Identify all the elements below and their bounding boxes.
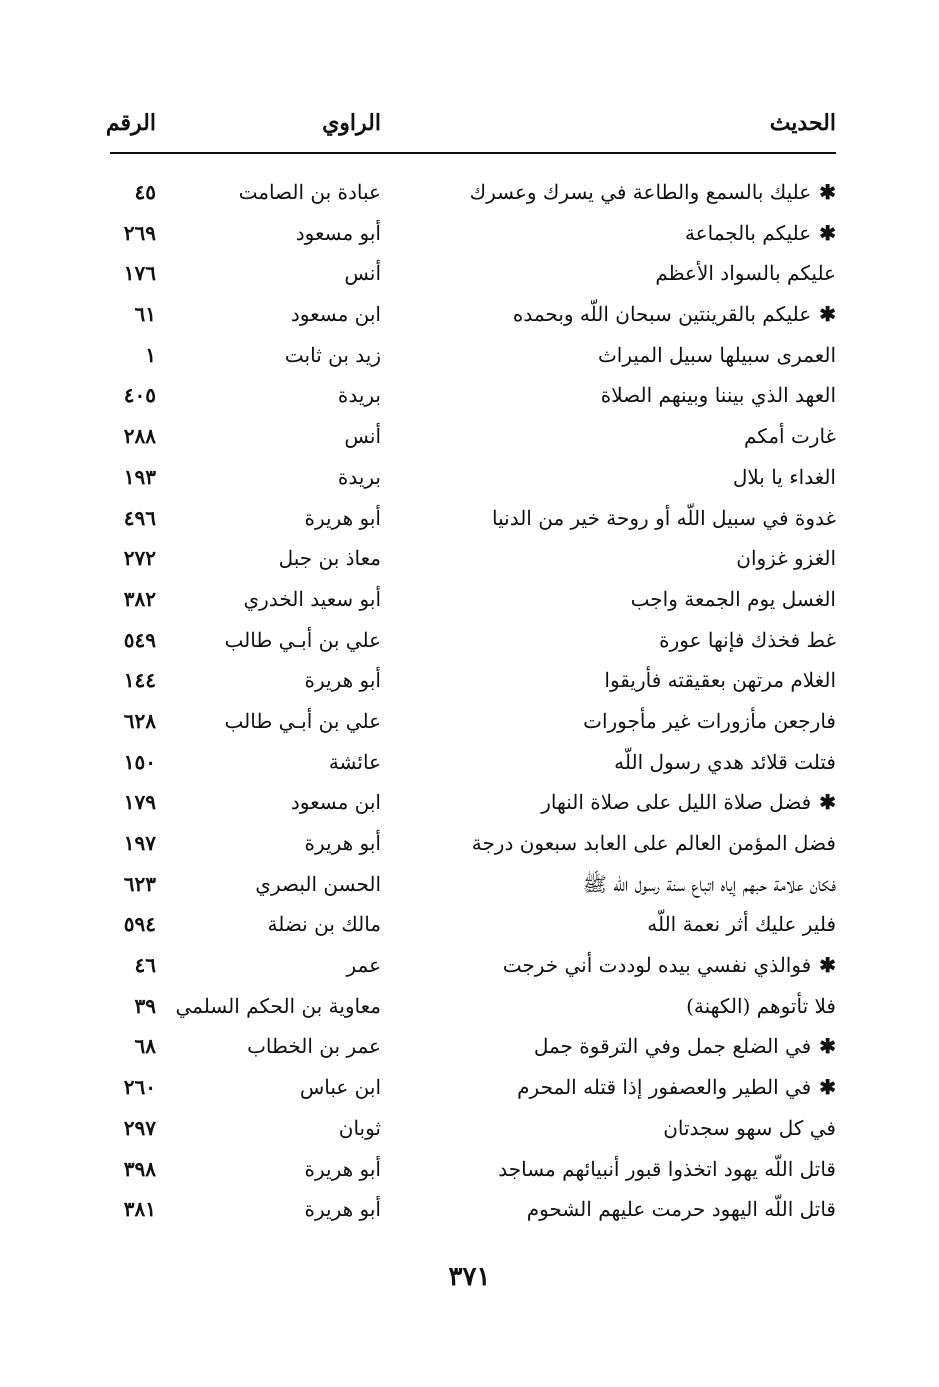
table-row — [110, 908, 836, 949]
hadith-text — [663, 1116, 836, 1140]
hadith-number: ١٩٣ — [123, 464, 156, 489]
hadith-text — [513, 302, 836, 326]
narrator-name: عمر — [346, 953, 381, 978]
table-row — [110, 1071, 836, 1112]
hadith-label: الغزو غزوان — [736, 546, 836, 571]
hadith-text — [647, 912, 836, 936]
table-row — [110, 217, 836, 258]
hadith-number: ١ — [145, 342, 156, 367]
hadith-label: عليك بالسمع والطاعة في يسرك وعسرك — [469, 180, 812, 204]
hadith-label: عليكم بالجماعة — [684, 220, 812, 245]
hadith-number: ٢٦٩ — [123, 220, 156, 245]
hadith-label: العمرى سبيلها سبيل الميراث — [597, 342, 836, 367]
hadith-text — [659, 628, 836, 652]
hadith-number: ٣٩٨ — [123, 1156, 156, 1181]
narrator-column-header: الراوي — [322, 110, 381, 136]
hadith-number: ٢٦٠ — [123, 1075, 156, 1100]
table-row — [110, 827, 836, 868]
hadith-text — [601, 383, 836, 407]
narrator-name: أبو هريرة — [304, 668, 381, 693]
hadith-label: الغسل يوم الجمعة واجب — [630, 586, 836, 611]
hadith-text — [527, 1197, 836, 1221]
narrator-name: بريدة — [337, 383, 381, 408]
hadith-number: ١٧٩ — [123, 790, 156, 815]
narrator-name: أبو هريرة — [304, 1197, 381, 1222]
hadith-number: ١٥٠ — [123, 749, 156, 774]
narrator-name: أبو هريرة — [304, 505, 381, 530]
hadith-label: فلير عليك أثر نعمة اللّه — [647, 912, 836, 937]
table-row — [110, 176, 836, 217]
table-row — [110, 257, 836, 298]
table-row — [110, 949, 836, 990]
hadith-label: فوالذي نفسي بيده لوددت أني خرجت — [502, 953, 812, 978]
hadith-text — [598, 343, 836, 367]
page-number: ٣٧١ — [448, 1262, 491, 1292]
hadith-number: ٣٨١ — [123, 1197, 156, 1222]
table-row — [110, 339, 836, 380]
hadith-number: ٦٢٨ — [123, 708, 156, 733]
hadith-label: عليكم بالسواد الأعظم — [655, 261, 836, 286]
hadith-text — [498, 1157, 836, 1181]
number-column-header: الرقم — [105, 110, 156, 136]
hadith-number: ٣٩ — [134, 993, 156, 1018]
table-row — [110, 786, 836, 827]
asterisk-icon: ✱ — [819, 790, 836, 815]
narrator-name: علي بن أبـي طالب — [224, 708, 381, 733]
narrator-name: زيد بن ثابت — [284, 342, 381, 367]
hadith-label: غدوة في سبيل اللّه أو روحة خير من الدنيا — [492, 505, 836, 530]
hadith-label: عليكم بالقرينتين سبحان اللّه وبحمده — [512, 302, 812, 327]
narrator-name: عائشة — [328, 749, 381, 774]
narrator-name: أبو هريرة — [304, 831, 381, 855]
narrator-name: عمر بن الخطاب — [247, 1034, 381, 1059]
hadith-text — [744, 424, 836, 448]
asterisk-icon: ✱ — [819, 220, 836, 245]
hadith-number: ٥٩٤ — [123, 912, 156, 937]
hadith-label: قاتل اللّه اليهود حرمت عليهم الشحوم — [526, 1197, 836, 1222]
asterisk-icon: ✱ — [819, 1034, 836, 1059]
table-row — [110, 379, 836, 420]
narrator-name: أبو مسعود — [295, 220, 381, 245]
table-row — [110, 746, 836, 787]
hadith-label: فضل المؤمن العالم على العابد سبعون درجة — [471, 831, 836, 855]
table-row — [110, 420, 836, 461]
table-header — [105, 110, 836, 150]
asterisk-icon: ✱ — [819, 302, 836, 327]
table-row — [110, 624, 836, 665]
table-row — [110, 664, 836, 705]
hadith-label: فلا تأتوهم (الكهنة) — [686, 993, 836, 1018]
hadith-text — [492, 506, 836, 530]
hadith-number: ٦٢٣ — [123, 871, 156, 896]
narrator-name: معاوية بن الحكم السلمي — [175, 993, 381, 1018]
hadith-number: ١٩٧ — [123, 831, 156, 855]
hadith-label: في الضلع جمل وفي الترقوة جمل — [533, 1034, 812, 1059]
hadith-text — [503, 953, 836, 977]
table-row — [110, 1193, 836, 1234]
hadith-text — [534, 1034, 836, 1058]
narrator-name: ابن مسعود — [290, 790, 381, 815]
hadith-index-list — [110, 176, 836, 1234]
hadith-column-header: الحديث — [769, 110, 836, 136]
table-row — [110, 868, 836, 909]
hadith-number: ٤٦ — [134, 953, 156, 978]
hadith-text — [517, 1075, 836, 1099]
hadith-label: فضل صلاة الليل على صلاة النهار — [541, 790, 812, 815]
hadith-label: في الطير والعصفور إذا قتله المحرم — [517, 1075, 812, 1100]
table-row — [110, 298, 836, 339]
narrator-name: مالك بن نضلة — [267, 912, 381, 937]
narrator-name: الحسن البصري — [255, 871, 381, 896]
narrator-name: أبو هريرة — [304, 1156, 381, 1181]
hadith-label: في كل سهو سجدتان — [663, 1115, 836, 1140]
hadith-text — [604, 668, 836, 692]
hadith-text — [655, 261, 836, 285]
hadith-number: ٢٨٨ — [123, 424, 156, 449]
asterisk-icon: ✱ — [819, 953, 836, 978]
narrator-name: أبو سعيد الخدري — [243, 586, 381, 611]
hadith-number: ٦٨ — [134, 1034, 156, 1059]
table-row — [110, 1153, 836, 1194]
hadith-label: الغداء يا بلال — [732, 464, 836, 489]
table-row — [110, 542, 836, 583]
hadith-label: الغلام مرتهن بعقيقته فأريقوا — [604, 668, 836, 693]
hadith-label: قاتل اللّه يهود اتخذوا قبور أنبيائهم مساجد — [498, 1156, 836, 1181]
hadith-text — [472, 831, 836, 855]
narrator-name: ابن عباس — [299, 1075, 381, 1100]
asterisk-icon: ✱ — [819, 1075, 836, 1100]
narrator-name: معاذ بن جبل — [278, 546, 381, 571]
narrator-name: بريدة — [337, 464, 381, 489]
hadith-label: فكان علامة حبهم إياه اتباع سنة رسول اللّه ﷺ — [582, 871, 836, 896]
table-row — [110, 461, 836, 502]
hadith-text — [631, 587, 836, 611]
hadith-text — [736, 546, 836, 570]
narrator-name: ابن مسعود — [290, 302, 381, 327]
hadith-number: ٢٧٢ — [123, 546, 156, 571]
hadith-number: ٤٠٥ — [123, 383, 156, 408]
narrator-name: أنس — [344, 261, 381, 286]
table-row — [110, 990, 836, 1031]
narrator-name: أنس — [344, 424, 381, 449]
hadith-text — [583, 709, 836, 733]
hadith-text — [686, 994, 836, 1018]
hadith-text — [583, 872, 836, 901]
hadith-number: ٦١ — [134, 302, 156, 327]
table-row — [110, 583, 836, 624]
hadith-number: ٤٩٦ — [123, 505, 156, 530]
narrator-name: عبادة بن الصامت — [238, 180, 381, 204]
narrator-name: علي بن أبـي طالب — [224, 627, 381, 652]
hadith-label: غارت أمكم — [743, 424, 836, 449]
hadith-text — [733, 465, 836, 489]
hadith-number: ١٤٤ — [123, 668, 156, 693]
hadith-text — [470, 180, 836, 204]
header-divider — [110, 152, 836, 154]
hadith-text — [685, 221, 836, 245]
hadith-text — [541, 790, 836, 814]
hadith-number: ٢٩٧ — [123, 1115, 156, 1140]
narrator-name: ثوبان — [338, 1115, 381, 1140]
hadith-number: ١٧٦ — [123, 261, 156, 286]
asterisk-icon: ✱ — [819, 180, 836, 204]
hadith-label: فتلت قلائد هدي رسول اللّه — [614, 749, 836, 774]
hadith-label: غط فخذك فإنها عورة — [659, 627, 836, 652]
table-row — [110, 502, 836, 543]
table-row — [110, 1112, 836, 1153]
hadith-label: العهد الذي بيننا وبينهم الصلاة — [600, 383, 836, 408]
table-row — [110, 705, 836, 746]
table-row — [110, 1030, 836, 1071]
hadith-number: ٤٥ — [134, 180, 156, 204]
hadith-number: ٣٨٢ — [123, 586, 156, 611]
hadith-text — [614, 750, 836, 774]
hadith-label: فارجعن مأزورات غير مأجورات — [583, 708, 836, 733]
hadith-number: ٥٤٩ — [123, 627, 156, 652]
